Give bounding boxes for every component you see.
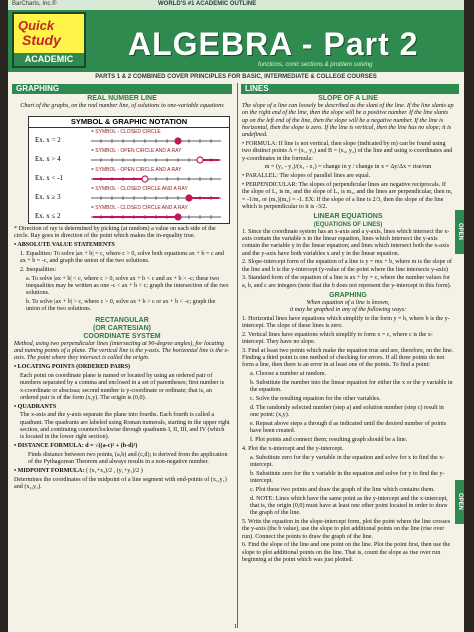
notation-row: [31, 167, 227, 187]
absolute-value-heading: • ABSOLUTE VALUE STATEMENTS: [14, 242, 115, 249]
number-line: [89, 173, 223, 185]
graphing-item: 3. Find at least two points which make the equation true and are, therefore, on the line. Finding a third point is one method of checking for errors. If all three points do not form a line, then there is an error in at least one of the points. To find a point:: [242, 347, 454, 369]
rectangular-heading-3: COORDINATE SYSTEM: [83, 332, 161, 340]
slope-intro: The slope of a line can loosely be described as the slant of the line. If the line slants up on the right end of the line, then the slope will be a positive number. If the line slants up on the left end of the line, then the slope will be a negative number. If the line is horizontal, then the slope is zero. If the line is vertical, then the line has no slope; it is undefined.: [242, 103, 454, 139]
notation-example: Ex. x = 2: [35, 136, 61, 144]
quickstudy-logo: [12, 12, 86, 68]
number-line: [89, 135, 223, 147]
closed-circle: [186, 195, 192, 201]
graphing-item: d. NOTE: Lines which have the same point as the y-intercept and the x-intercept, that is, the origin (0,0) must have at least one other point located in order to draw the graph of the line.: [250, 495, 448, 517]
linear-equations-subheading: (EQUATIONS OF LINES): [313, 221, 383, 228]
real-number-line-intro-block: [14, 95, 230, 112]
page-title: ALGEBRA - Part 2: [128, 26, 419, 62]
graphing-item: b. Substitute zero for the x variable in the equation and solve for y to find the y-intercept.: [250, 470, 445, 485]
lines-column: [242, 95, 454, 566]
closed-circle: [175, 214, 181, 220]
reference-sheet: [8, 0, 464, 632]
graphing-item: b. Substitute the number into the linear equation for either the x or the y variable in the equation.: [250, 380, 453, 394]
notation-row: [31, 148, 227, 168]
graphing-item: 6. Find the slope of the line and one point on the line. Plot the point first, then use the slope to plot additional points on the line. That is, count the slope as rise over run beginning at the point which was just plotted.: [242, 542, 451, 564]
notation-example: Ex. x ≥ 3: [35, 193, 61, 201]
notation-example: Ex. x < -1: [35, 174, 64, 182]
absolute-value-item-1: 1. Equalities: To solve |ax + b| = c, where c > 0, solve both equations ax + b = c and ax + b = -c, and graph the union of the two solutions.: [20, 250, 224, 265]
notation-example: Ex. x > 4: [35, 155, 61, 163]
distance-formula-label: • DISTANCE FORMULA: d = √((a-c)² + (b-d)²): [14, 443, 138, 450]
notation-caption: = SYMBOL - CLOSED CIRCLE AND A RAY: [91, 205, 188, 211]
quadrants-heading: • QUADRANTS: [14, 403, 57, 410]
notation-box: [28, 116, 230, 224]
locating-points-text: Each point on coordinate plane is named or located by using an ordered pair of numbers separated by a comma and enclosed in a set of parentheses; first number is x-coordinate or abscissa; second number is y-coordinate or ordinate; that is, an ordered pair is of the form (x,y). The origin is (0,0).: [20, 372, 225, 401]
graphing-intro-1: When equation of a line is known,: [306, 299, 390, 306]
column-divider: [237, 83, 238, 628]
parallel-rule: • PARALLEL: The slopes of parallel lines are equal.: [242, 173, 371, 180]
top-strip: [8, 0, 464, 10]
section-header-lines: LINES: [241, 84, 459, 94]
graphing-item: c. Plot these two points and draw the graph of the line which contains them.: [250, 486, 435, 493]
number-line: [89, 154, 223, 166]
midpoint-formula-label: • MIDPOINT FORMULA:: [14, 468, 85, 475]
graphing-item: a. Substitute zero for the y variable in the equation and solve for x to find the x-intercept.: [250, 454, 445, 468]
graphing-list: [242, 316, 454, 565]
open-circle: [142, 176, 148, 182]
midpoint-formula-text: Determines the coordinates of the midpoint of a line segment with end-points of (x₁,y₁) and (x₂,y₂).: [14, 476, 227, 491]
logo-word-study: Study: [22, 32, 61, 48]
absolute-value-item-2a: a. To solve |ax + b| < c, where c > 0, solve ax + b < c and ax + b > -c; these two inequalities may be written as one -c < ax + b < c; graph the intersection of the two solutions.: [26, 275, 229, 297]
linear-equation-item: 3. Standard form of the equation of a line is ax + by = c, where the number values for a, b, and c are integers (note that the b does not represent the y-intercept in this form).: [242, 275, 452, 289]
slope-formula-text: • FORMULA: If line is not vertical, then slope (indicated by m) can be found using two distinct points A = (x₁, y₁) and B = (x₂, y₂) of the line and using x-coordinates and y-coordinates in the formula:: [242, 140, 453, 162]
graphing-item: 2. Vertical lines have equations which simplify to form x = c, where c is the x-intercept. They have no slope.: [242, 331, 433, 346]
open-circle: [197, 157, 203, 163]
graphing-heading: GRAPHING: [329, 291, 367, 299]
notation-title: SYMBOL & GRAPHIC NOTATION: [29, 117, 229, 128]
absolute-value-block: [14, 226, 230, 493]
graphing-item: c. Solve the resulting equation for the other variables.: [250, 396, 381, 403]
page-number: 1: [234, 624, 237, 630]
logo-word-academic: ACADEMIC: [14, 53, 84, 66]
publisher-label: BarCharts, Inc.®: [12, 1, 57, 7]
number-line: [89, 211, 223, 223]
notation-caption: = SYMBOL - OPEN CIRCLE AND A RAY: [91, 167, 182, 173]
absolute-value-item-2: 2. Inequalities:: [20, 266, 57, 273]
section-header-graphing: GRAPHING: [12, 84, 232, 94]
distance-formula-text: Finds distance between two points, (a,b) and (c,d); is derived from the application of the Pythagorean Theorem and always results in a non-negative number.: [28, 451, 228, 466]
page-subtitle: functions, conic sections & problem solving: [258, 62, 373, 68]
graphing-item: d. The randomly selected number (step a) and solution number (step c) result in one point: (x,y).: [250, 404, 444, 419]
rectangular-heading-1: RECTANGULAR: [95, 316, 149, 324]
rectangular-intro: Method, using two perpendicular lines (intersecting at 90-degree angles), for locating and naming points of a plane. The vertical line is the y-axis. The horizontal line is the x-axis. The point where they intersect is called the origin.: [14, 340, 230, 362]
graphing-item: e. Repeat above steps a through d as indicated until the desired number of points have been created.: [250, 420, 447, 435]
perpendicular-rule: • PERPENDICULAR: The slopes of perpendicular lines are negative reciprocals. If the slope of L₁ is m₁ and the slope of L₂ is m₂, and the lines are perpendicular, then m₁ = -1/m₂ or (m₁)(m₂) = -1. EX: If the slope of a line is 2/3, then the slope of the line which is perpendicular to it is -3/2.: [242, 181, 453, 210]
open-tab-lower: OPEN: [455, 480, 464, 524]
locating-points-heading: • LOCATING POINTS (ORDERED PAIRS): [14, 364, 131, 371]
absolute-value-item-2b: b. To solve |ax + b| > c, where c > 0, solve ax + b > c or ax + b < -c; graph the union of the two solutions.: [26, 299, 216, 313]
graphing-item: 5. Write the equation in the slope-intercept form, plot the point where the line crosses the y-axis (the b value), use the slope to plot additional points on the line (rise over run). Connect the points to draw the graph of the line.: [242, 519, 451, 540]
closed-circle: [175, 138, 181, 144]
linear-equations-list: [242, 229, 454, 290]
number-line: [89, 192, 223, 204]
graphing-item: f. Plot points and connect them; resulting graph should be a line.: [250, 437, 408, 444]
graphing-item: 1. Horizontal lines have equations which simplify to the form y = b, where b is the y-intercept. The slope of these lines is zero.: [242, 315, 450, 329]
notation-row: [31, 205, 227, 225]
linear-equation-item: 1. Since the coordinate system has an x-axis and a y-axis, lines which intersect the x-axis contain the variable x in the linear equation, lines which intersect the y-axis contain the variable y in the linear equation; and lines which intersect both the x-axis and the y-axis have both variables x and y in the linear equation.: [242, 228, 450, 257]
rectangular-heading-2: (OR CARTESIAN): [93, 324, 151, 332]
linear-equation-item: 2. Slope-intercept form of the equation of a line is y = mx + b, where m is the slope of the line and b is the y-intercept (y-value of the point where the line intersects y-axis): [242, 259, 452, 273]
graphing-intro-2: it may be graphed in any of the following ways:: [289, 306, 407, 313]
notation-caption: = SYMBOL - CLOSED CIRCLE: [91, 129, 161, 135]
outline-label: WORLD'S #1 ACADEMIC OUTLINE: [158, 1, 257, 7]
quadrants-text: The x-axis and the y-axis separate the plane into fourths. Each fourth is called a quadrant. The quadrants are labeled using Roman numerals, starting in the upper right section, and continuing counterclockwise through quadrants I, II, III, and IV (which is located in the lower right section).: [20, 412, 230, 441]
parts-banner: PARTS 1 & 2 COMBINED COVER PRINCIPLES FOR BASIC, INTERMEDIATE & COLLEGE COURSES: [8, 72, 464, 82]
slope-formula-equation: m = (y₂ - y₁)/(x₂ - x₁) = change in y / change in x = Δy/Δx = rise/run: [264, 164, 432, 171]
midpoint-formula: ( (x₁+x₂)/2 , (y₁+y₂)/2 ): [85, 468, 143, 475]
real-number-line-intro: Chart of the graphs, on the real number line, of solutions to one-variable equations: [20, 103, 224, 109]
open-tab-upper: OPEN: [455, 210, 464, 254]
logo-word-quick: Quick: [18, 18, 55, 33]
notation-row: [31, 129, 227, 149]
slope-heading: SLOPE OF A LINE: [318, 95, 378, 102]
notation-example: Ex. x ≤ 2: [35, 212, 61, 220]
notation-caption: = SYMBOL - OPEN CIRCLE AND A RAY: [91, 148, 182, 154]
graphing-item: 4. Plot the x-intercept and the y-intercept.: [242, 445, 344, 452]
graphing-item: a. Choose a number at random.: [250, 371, 326, 378]
notation-caption: = SYMBOL - CLOSED CIRCLE AND A RAY: [91, 186, 188, 192]
linear-equations-heading: LINEAR EQUATIONS: [313, 212, 383, 220]
notation-row: [31, 186, 227, 206]
real-number-line-heading: REAL NUMBER LINE: [87, 95, 157, 102]
direction-note: * Direction of ray is determined by picking (at random) a value on each side of the circle. Ray goes in direction of the point which makes the in-equality true.: [14, 226, 216, 240]
